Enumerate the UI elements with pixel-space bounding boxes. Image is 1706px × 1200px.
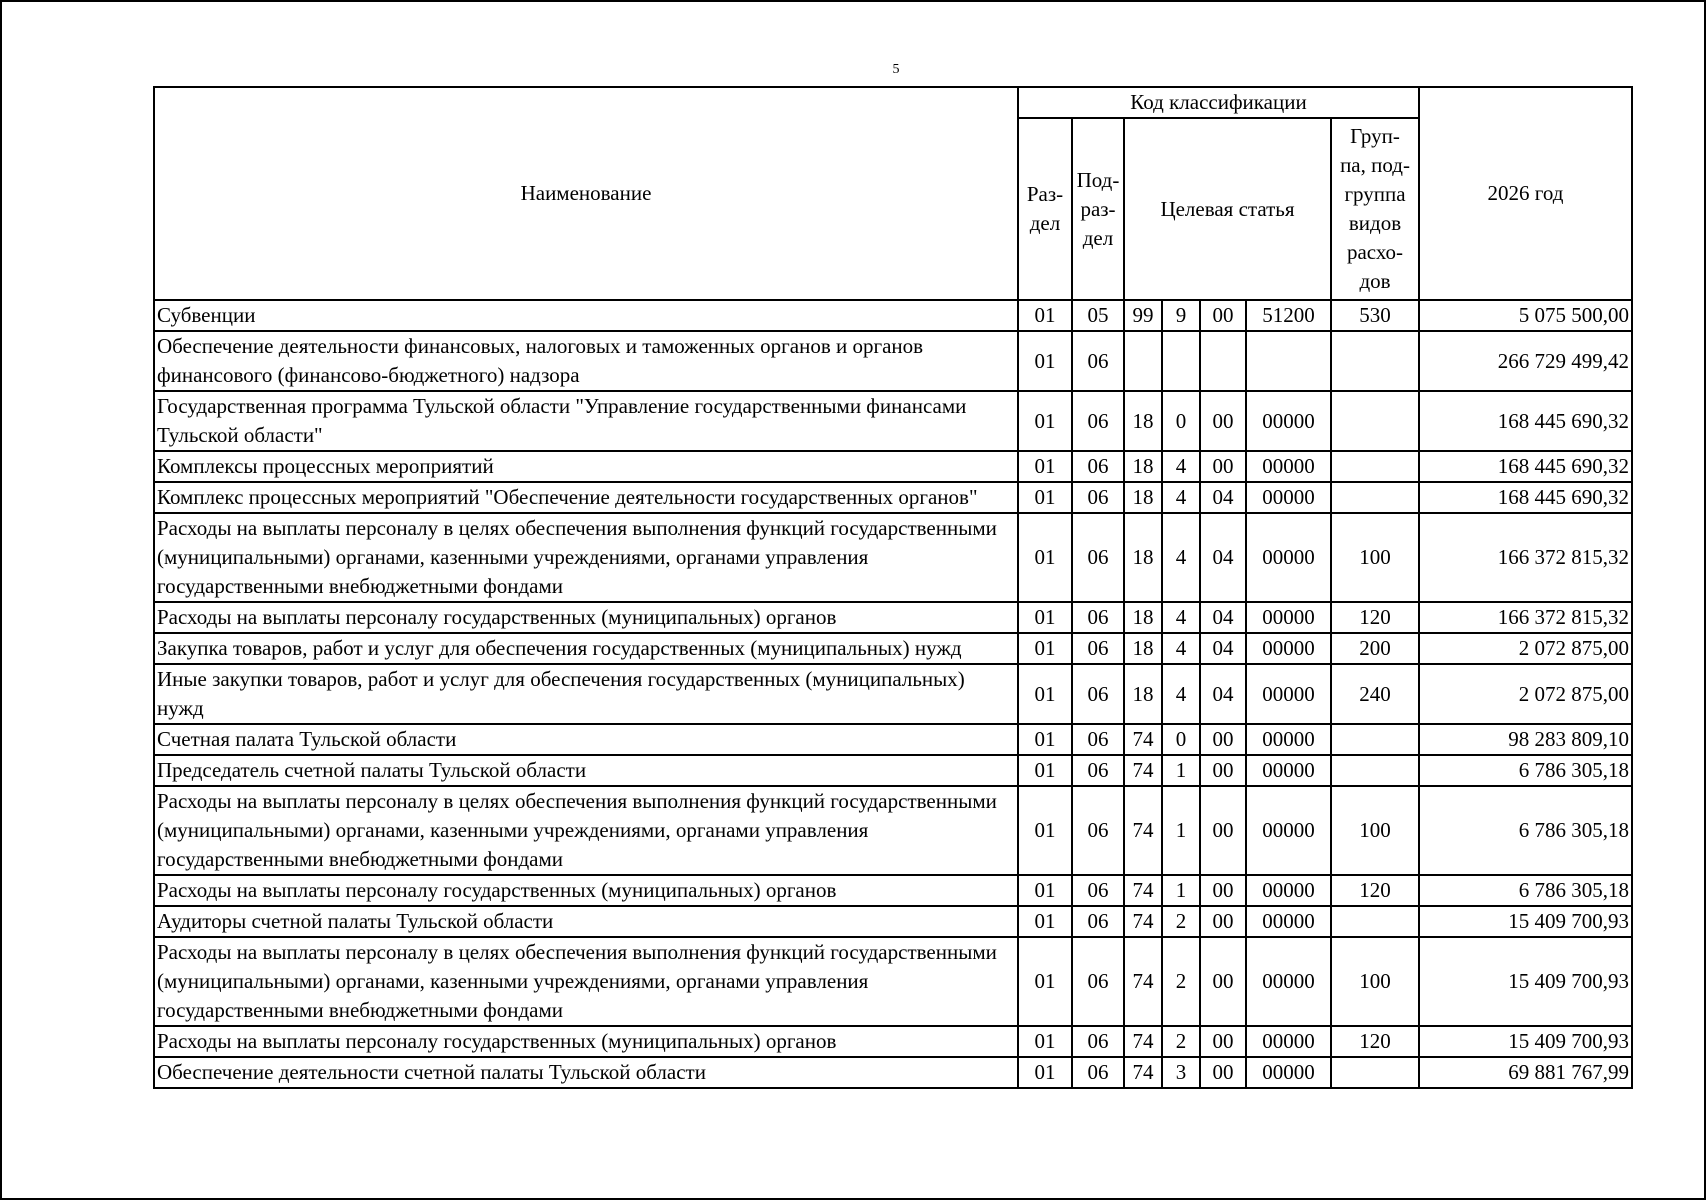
row-target-code: 00000 [1246,1026,1331,1057]
row-target-direction: 04 [1200,602,1246,633]
header-name: Наименование [154,87,1018,300]
row-target-code: 00000 [1246,482,1331,513]
row-amount: 5 075 500,00 [1419,300,1632,331]
table-row [154,451,1632,482]
row-amount: 168 445 690,32 [1419,451,1632,482]
row-target-program: 18 [1124,482,1162,513]
row-target-program [1124,331,1162,391]
header-classification-code: Код классификации [1018,87,1419,118]
row-target-code: 00000 [1246,755,1331,786]
row-expense-group: 120 [1331,1026,1419,1057]
row-target-code: 00000 [1246,391,1331,451]
row-target-code: 00000 [1246,786,1331,875]
row-amount: 2 072 875,00 [1419,633,1632,664]
row-section: 01 [1018,602,1072,633]
table-row [154,786,1632,875]
row-name: Аудиторы счетной палаты Тульской области [154,906,1018,937]
row-section: 01 [1018,513,1072,602]
row-subsection: 06 [1072,1026,1124,1057]
row-target-program: 18 [1124,513,1162,602]
row-amount: 166 372 815,32 [1419,513,1632,602]
row-amount: 15 409 700,93 [1419,937,1632,1026]
row-amount: 15 409 700,93 [1419,906,1632,937]
row-target-code: 51200 [1246,300,1331,331]
row-name: Расходы на выплаты персоналу государственных (муниципальных) органов [154,875,1018,906]
row-name: Государственная программа Тульской области "Управление государственными финансами Тульской области" [154,391,1018,451]
row-target-subprogram: 4 [1162,482,1200,513]
row-subsection: 06 [1072,1057,1124,1088]
row-section: 01 [1018,451,1072,482]
row-amount: 15 409 700,93 [1419,1026,1632,1057]
row-target-program: 74 [1124,875,1162,906]
table-row [154,602,1632,633]
row-target-code: 00000 [1246,664,1331,724]
row-subsection: 06 [1072,513,1124,602]
row-name: Закупка товаров, работ и услуг для обеспечения государственных (муниципальных) нужд [154,633,1018,664]
table-row [154,664,1632,724]
row-subsection: 06 [1072,786,1124,875]
row-name: Расходы на выплаты персоналу в целях обеспечения выполнения функций государственными (муниципальными) органами, казенными учреждениями, органами управления государственными внебюджетными фондами [154,513,1018,602]
row-target-program: 74 [1124,1057,1162,1088]
row-subsection: 06 [1072,482,1124,513]
row-name: Субвенции [154,300,1018,331]
budget-table [153,86,1633,1089]
row-name: Иные закупки товаров, работ и услуг для обеспечения государственных (муниципальных) нужд [154,664,1018,724]
row-target-program: 74 [1124,724,1162,755]
row-name: Комплекс процессных мероприятий "Обеспечение деятельности государственных органов" [154,482,1018,513]
row-target-direction: 00 [1200,1026,1246,1057]
table-row [154,513,1632,602]
row-target-subprogram: 4 [1162,513,1200,602]
row-expense-group: 100 [1331,937,1419,1026]
row-target-code: 00000 [1246,602,1331,633]
row-name: Комплексы процессных мероприятий [154,451,1018,482]
row-subsection: 06 [1072,906,1124,937]
row-section: 01 [1018,633,1072,664]
row-target-program: 18 [1124,391,1162,451]
table-row [154,633,1632,664]
row-target-direction: 00 [1200,724,1246,755]
table-row [154,755,1632,786]
row-expense-group: 200 [1331,633,1419,664]
header-section: Раз- дел [1018,118,1072,300]
row-target-subprogram: 1 [1162,755,1200,786]
row-target-program: 18 [1124,451,1162,482]
row-amount: 69 881 767,99 [1419,1057,1632,1088]
row-amount: 168 445 690,32 [1419,391,1632,451]
row-target-code [1246,331,1331,391]
row-section: 01 [1018,482,1072,513]
row-target-code: 00000 [1246,724,1331,755]
table-row [154,937,1632,1026]
row-amount: 166 372 815,32 [1419,602,1632,633]
row-target-subprogram: 2 [1162,937,1200,1026]
row-target-program: 74 [1124,755,1162,786]
row-target-direction: 00 [1200,906,1246,937]
row-section: 01 [1018,724,1072,755]
row-target-subprogram: 4 [1162,451,1200,482]
table-row [154,331,1632,391]
row-subsection: 06 [1072,602,1124,633]
row-subsection: 06 [1072,724,1124,755]
row-amount: 168 445 690,32 [1419,482,1632,513]
row-target-subprogram: 0 [1162,724,1200,755]
row-target-direction: 04 [1200,482,1246,513]
table-row [154,724,1632,755]
row-target-direction: 00 [1200,755,1246,786]
row-target-code: 00000 [1246,633,1331,664]
header-year: 2026 год [1419,87,1632,300]
row-target-subprogram: 1 [1162,786,1200,875]
table-row [154,300,1632,331]
header-target-item: Целевая статья [1124,118,1331,300]
row-section: 01 [1018,786,1072,875]
row-target-subprogram: 4 [1162,602,1200,633]
row-target-program: 18 [1124,664,1162,724]
row-subsection: 06 [1072,664,1124,724]
row-expense-group [1331,906,1419,937]
row-expense-group [1331,1057,1419,1088]
row-expense-group: 530 [1331,300,1419,331]
row-expense-group [1331,331,1419,391]
row-target-program: 18 [1124,633,1162,664]
row-name: Расходы на выплаты персоналу в целях обеспечения выполнения функций государственными (муниципальными) органами, казенными учреждениями, органами управления государственными внебюджетными фондами [154,937,1018,1026]
row-target-code: 00000 [1246,1057,1331,1088]
row-section: 01 [1018,300,1072,331]
table-body [154,300,1632,1088]
row-section: 01 [1018,906,1072,937]
header-subsection: Под- раз- дел [1072,118,1124,300]
row-name: Председатель счетной палаты Тульской области [154,755,1018,786]
row-amount: 6 786 305,18 [1419,755,1632,786]
row-name: Обеспечение деятельности счетной палаты Тульской области [154,1057,1018,1088]
row-amount: 266 729 499,42 [1419,331,1632,391]
row-subsection: 06 [1072,331,1124,391]
row-expense-group [1331,755,1419,786]
row-section: 01 [1018,1057,1072,1088]
row-amount: 2 072 875,00 [1419,664,1632,724]
row-target-program: 18 [1124,602,1162,633]
table-row [154,1026,1632,1057]
row-expense-group [1331,391,1419,451]
row-target-direction: 00 [1200,300,1246,331]
row-section: 01 [1018,664,1072,724]
row-target-subprogram: 4 [1162,664,1200,724]
table-row [154,391,1632,451]
row-target-program: 74 [1124,937,1162,1026]
row-subsection: 06 [1072,875,1124,906]
row-target-subprogram: 3 [1162,1057,1200,1088]
row-target-direction: 00 [1200,451,1246,482]
header-expense-group: Груп- па, под- группа видов расхо- дов [1331,118,1419,300]
row-target-subprogram: 2 [1162,1026,1200,1057]
row-target-direction [1200,331,1246,391]
row-expense-group: 100 [1331,786,1419,875]
row-subsection: 06 [1072,755,1124,786]
table-row [154,1057,1632,1088]
row-subsection: 06 [1072,391,1124,451]
row-expense-group [1331,482,1419,513]
row-section: 01 [1018,875,1072,906]
row-target-direction: 00 [1200,391,1246,451]
row-target-direction: 00 [1200,786,1246,875]
row-subsection: 06 [1072,633,1124,664]
row-target-program: 74 [1124,1026,1162,1057]
row-target-subprogram: 9 [1162,300,1200,331]
row-target-code: 00000 [1246,937,1331,1026]
row-target-direction: 04 [1200,633,1246,664]
row-target-program: 99 [1124,300,1162,331]
row-amount: 6 786 305,18 [1419,786,1632,875]
row-subsection: 05 [1072,300,1124,331]
table-row [154,482,1632,513]
row-target-program: 74 [1124,906,1162,937]
page-number: 5 [892,62,900,77]
row-target-code: 00000 [1246,906,1331,937]
row-section: 01 [1018,1026,1072,1057]
row-target-subprogram [1162,331,1200,391]
row-target-program: 74 [1124,786,1162,875]
row-expense-group [1331,724,1419,755]
row-name: Счетная палата Тульской области [154,724,1018,755]
row-expense-group: 240 [1331,664,1419,724]
row-target-direction: 00 [1200,875,1246,906]
row-amount: 6 786 305,18 [1419,875,1632,906]
row-target-code: 00000 [1246,513,1331,602]
row-target-subprogram: 0 [1162,391,1200,451]
row-amount: 98 283 809,10 [1419,724,1632,755]
row-section: 01 [1018,755,1072,786]
row-target-direction: 04 [1200,664,1246,724]
row-section: 01 [1018,331,1072,391]
table-row [154,875,1632,906]
row-target-direction: 04 [1200,513,1246,602]
table-row [154,906,1632,937]
row-target-subprogram: 4 [1162,633,1200,664]
row-expense-group: 120 [1331,875,1419,906]
row-expense-group: 100 [1331,513,1419,602]
row-target-code: 00000 [1246,875,1331,906]
row-name: Расходы на выплаты персоналу государственных (муниципальных) органов [154,602,1018,633]
row-target-direction: 00 [1200,1057,1246,1088]
row-name: Расходы на выплаты персоналу в целях обеспечения выполнения функций государственными (муниципальными) органами, казенными учреждениями, органами управления государственными внебюджетными фондами [154,786,1018,875]
row-name: Обеспечение деятельности финансовых, налоговых и таможенных органов и органов финансового (финансово-бюджетного) надзора [154,331,1018,391]
row-expense-group [1331,451,1419,482]
row-expense-group: 120 [1331,602,1419,633]
row-subsection: 06 [1072,451,1124,482]
row-name: Расходы на выплаты персоналу государственных (муниципальных) органов [154,1026,1018,1057]
row-section: 01 [1018,391,1072,451]
row-target-code: 00000 [1246,451,1331,482]
row-section: 01 [1018,937,1072,1026]
row-target-direction: 00 [1200,937,1246,1026]
row-target-subprogram: 1 [1162,875,1200,906]
row-subsection: 06 [1072,937,1124,1026]
row-target-subprogram: 2 [1162,906,1200,937]
